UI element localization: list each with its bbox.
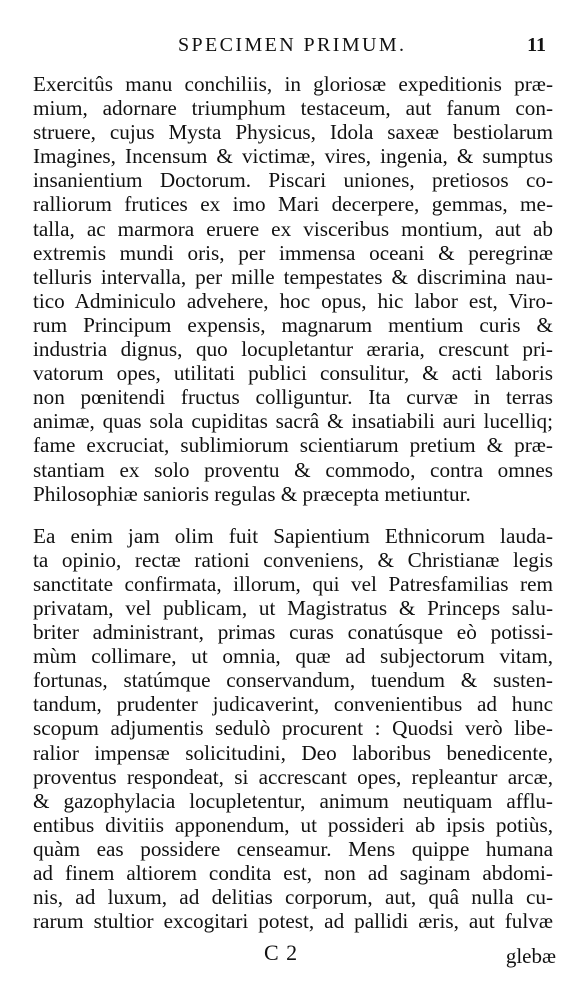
text-line: & gazophylacia locupletentur, animum neutiquam afflu- — [33, 788, 553, 813]
text-line: rarum stultior excogitari potest, ad pallidi æris, aut fulvæ — [33, 909, 553, 934]
text-line: entibus divitiis apponendum, ut possideri ab ipsis potiùs, — [33, 812, 553, 837]
text-line: stantiam ex solo proventu & commodo, contra omnes — [33, 457, 553, 482]
page-footer — [0, 940, 580, 974]
text-line: quàm eas possidere censeamur. Mens quippe humana — [33, 836, 553, 861]
text-line: proventus respondeat, si accrescant opes, repleantur arcæ, — [33, 764, 553, 789]
text-line: Imagines, Incensum & victimæ, vires, ingenia, & sumptus — [33, 144, 553, 169]
running-head — [0, 34, 580, 64]
text-line: insanientium Doctorum. Piscari uniones, pretiosos co- — [33, 168, 553, 193]
running-title: SPECIMEN PRIMUM. — [178, 34, 407, 56]
text-line: nis, ad luxum, ad delitias corporum, aut, quâ nulla cu- — [33, 885, 553, 910]
paragraph-1 — [33, 72, 553, 506]
text-line: Exercitûs manu conchiliis, in gloriosæ expeditionis præ- — [33, 72, 553, 96]
text-line: industria dignus, quo locupletantur æraria, crescunt pri- — [33, 337, 553, 362]
text-line: struere, cujus Mysta Physicus, Idola saxeæ bestiolarum — [33, 120, 553, 145]
text-line: ta opinio, rectæ rationi conveniens, & Christianæ legis — [33, 547, 553, 572]
text-line: ad finem altiorem condita est, non ad saginam abdomi- — [33, 861, 553, 885]
text-line: privatam, vel publicam, ut Magistratus & Princeps salu- — [33, 595, 553, 620]
text-line: Philosophiæ sanioris regulas & præcepta metiuntur. — [33, 481, 471, 506]
text-line: fame excruciat, sublimiorum scientiarum pretium & præ- — [33, 433, 553, 458]
text-line: tandum, prudenter judicaverint, convenientibus ad hunc — [33, 692, 553, 717]
text-line: scopum adjumentis sedulò procurent : Quodsi verò libe- — [33, 716, 553, 741]
text-line: mùm collimare, ut omnia, quæ ad subjectorum vitam, — [33, 644, 553, 669]
text-line: animæ, quas sola cupiditas sacrâ & insatiabili auri lucelliq; — [33, 409, 553, 434]
text-line: tico Adminiculo advehere, hoc opus, hic labor est, Viro- — [33, 288, 553, 313]
text-line: rum Principum expensis, magnarum mentium curis & — [33, 312, 553, 337]
body-text — [33, 72, 553, 933]
signature-mark: C 2 — [264, 940, 299, 965]
text-line: vatorum opes, utilitati publici consulitur, & acti laboris — [33, 361, 553, 386]
text-line: sanctitate confirmata, illorum, qui vel Patresfamilias rem — [33, 571, 553, 596]
text-line: mium, adornare triumphum testaceum, aut fanum con- — [33, 96, 553, 121]
catchword: glebæ — [505, 944, 556, 968]
text-line: briter administrant, primas curas conatúsque eò potissi- — [33, 620, 553, 645]
text-line: non pœnitendi fructus colliguntur. Ita curvæ in terras — [33, 385, 553, 410]
text-line: fortunas, statúmque conservandum, tuendum & susten- — [33, 668, 553, 693]
text-line: ralior impensæ solicitudini, Deo laboribus benedicente, — [33, 740, 553, 765]
text-line: ralliorum frutices ex imo Mari decerpere, gemmas, me- — [33, 192, 553, 217]
text-line: talla, ac marmora eruere ex visceribus montium, aut ab — [33, 216, 553, 241]
text-line: extremis mundi oris, per immensa oceani & peregrinæ — [33, 240, 553, 265]
page-number: 11 — [527, 34, 546, 56]
paragraph-2 — [33, 524, 553, 934]
text-line: telluris intervalla, per mille tempestates & discrimina nau- — [33, 264, 553, 289]
text-line: Ea enim jam olim fuit Sapientium Ethnicorum lauda- — [33, 523, 553, 548]
